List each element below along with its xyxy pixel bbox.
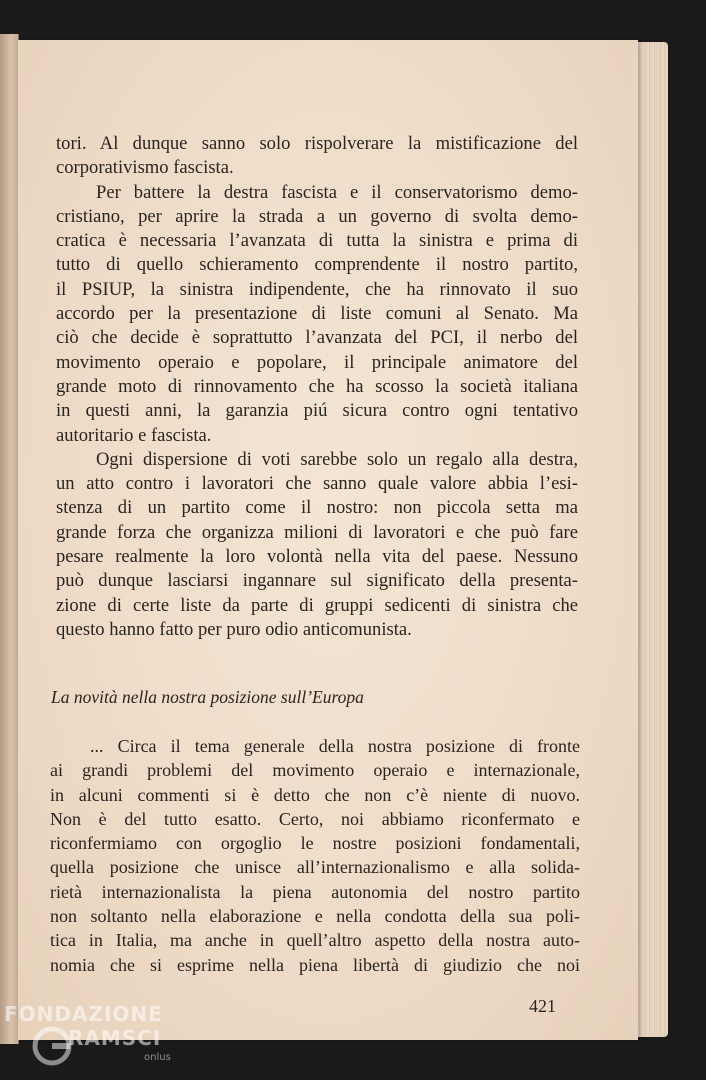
text-line: movimento operaio e popolare, il principale animatore del <box>56 351 578 373</box>
section-line: quella posizione che unisce all’internazionalismo e alla solida- <box>50 857 580 878</box>
text-line: questo hanno fatto per puro odio anticomunista. <box>56 618 412 640</box>
text-line: corporativismo fascista. <box>56 157 234 179</box>
section-heading: La novità nella nostra posizione sull’Europa <box>51 687 364 707</box>
text-line: Ogni dispersione di voti sarebbe solo un regalo alla destra, <box>96 448 578 470</box>
section-line: nomia che si esprime nella piena libertà di giudizio che noi <box>50 954 580 975</box>
section-line: tica in Italia, ma anche in quell’altro aspetto della nostra auto- <box>50 930 580 951</box>
body-text <box>56 132 578 642</box>
section-line: ai grandi problemi del movimento operaio e internazionale, <box>50 760 580 781</box>
section-line: in alcuni commenti si è detto che non c’è niente di nuovo. <box>50 784 580 805</box>
book-page <box>18 40 638 1040</box>
text-line: autoritario e fascista. <box>56 424 212 446</box>
text-line: grande moto di rinnovamento che ha scosso la società italiana <box>56 375 578 397</box>
text-line: il PSIUP, la sinistra indipendente, che ha rinnovato il suo <box>56 278 578 300</box>
text-line: può dunque lasciarsi ingannare sul significato della presenta- <box>56 570 578 592</box>
text-line: ciò che decide è soprattutto l’avanzata del PCI, il nerbo del <box>56 327 578 349</box>
text-line: in questi anni, la garanzia piú sicura contro ogni tentativo <box>56 400 578 422</box>
watermark-onlus: onlus <box>144 1052 171 1063</box>
fondazione-gramsci-watermark <box>4 1000 204 1080</box>
text-line: cratica è necessaria l’avanzata di tutta la sinistra e prima di <box>56 230 578 252</box>
section-line: ... Circa il tema generale della nostra posizione di fronte <box>90 736 580 756</box>
text-line: accordo per la presentazione di liste comuni al Senato. Ma <box>56 303 578 325</box>
watermark-line1: FONDAZIONE <box>4 1002 163 1026</box>
text-line: grande forza che organizza milioni di lavoratori e che può fare <box>56 521 578 543</box>
page-number: 421 <box>529 996 556 1016</box>
text-line: tori. Al dunque sanno solo rispolverare la mistificazione del <box>56 133 578 154</box>
text-line: cristiano, per aprire la strada a un governo di svolta demo- <box>56 205 578 227</box>
previous-page-edge <box>0 34 19 1044</box>
section-line: riconfermiamo con orgoglio le nostre posizioni fondamentali, <box>50 833 580 854</box>
section-text <box>50 734 580 977</box>
text-line: tutto di quello schieramento comprendente il nostro partito, <box>56 254 578 276</box>
text-line: zione di certe liste da parte di gruppi sedicenti di sinistra che <box>56 594 578 616</box>
text-line: pesare realmente la loro volontà nella vita del paese. Nessuno <box>56 546 578 568</box>
text-line: un atto contro i lavoratori che sanno quale valore abbia l’esi- <box>56 473 578 495</box>
text-line: stenza di un partito come il nostro: non piccola setta ma <box>56 497 578 519</box>
section-line: Non è del tutto esatto. Certo, noi abbiamo riconfermato e <box>50 808 580 829</box>
section-line: non soltanto nella elaborazione e nella condotta della sua poli- <box>50 906 580 927</box>
section-line: rietà internazionalista la piena autonomia del nostro partito <box>50 881 580 902</box>
text-line: Per battere la destra fascista e il conservatorismo demo- <box>96 181 578 203</box>
watermark-line2: RAMSCI <box>68 1026 162 1050</box>
